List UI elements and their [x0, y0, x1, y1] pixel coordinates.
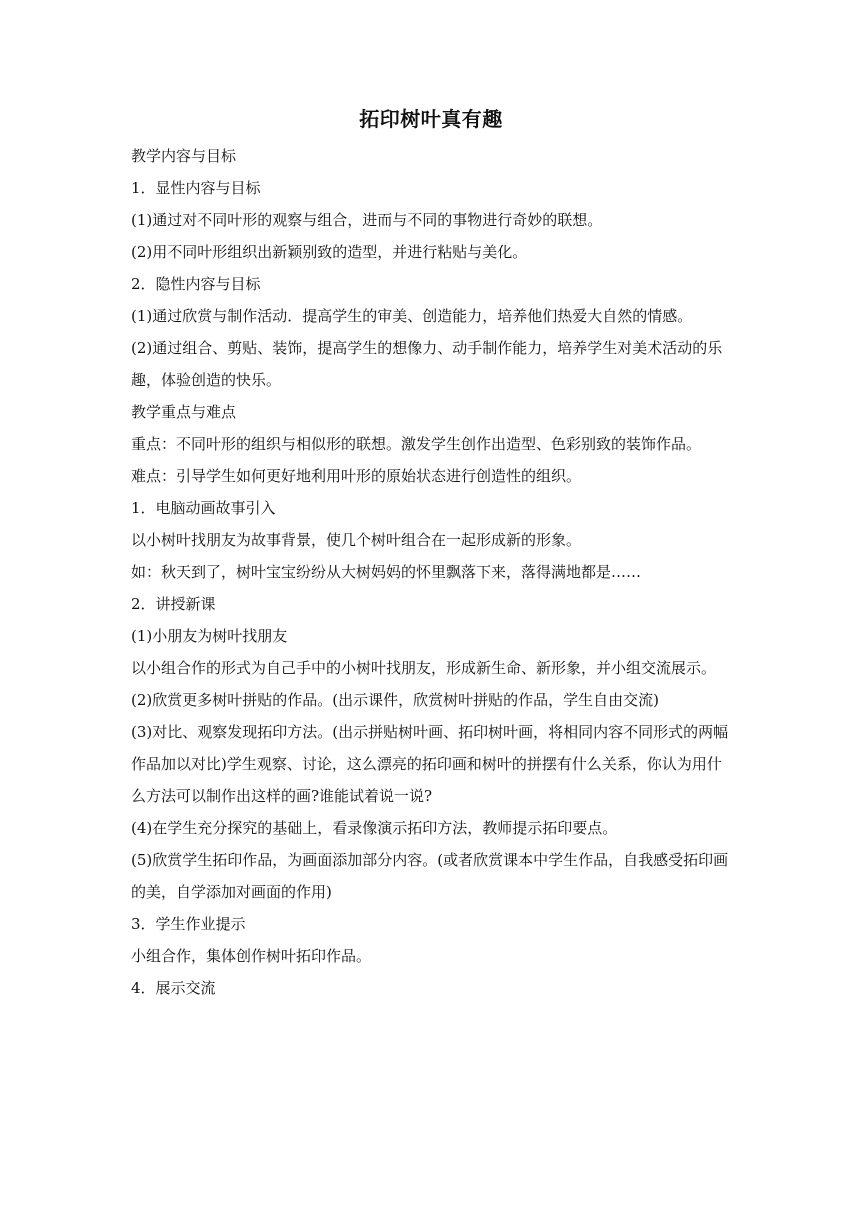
paragraph: (5)欣赏学生拓印作品，为画面添加部分内容。(或者欣赏课本中学生作品，自我感受拓印画的美，自学添加对画面的作用): [131, 851, 729, 901]
document-page: [131, 102, 731, 1004]
paragraph: (2)欣赏更多树叶拼贴的作品。(出示课件，欣赏树叶拼贴的作品，学生自由交流): [131, 691, 659, 709]
subheading-homework: 3．学生作业提示: [131, 915, 246, 933]
subheading-showcase: 4．展示交流: [131, 979, 216, 997]
paragraph: 难点：引导学生如何更好地利用叶形的原始状态进行创造性的组织。: [131, 467, 582, 485]
paragraph: (3)对比、观察发现拓印方法。(出示拼贴树叶画、拓印树叶画，将相同内容不同形式的两幅作品加以对比)学生观察、讨论，这么漂亮的拓印画和树叶的拼摆有什么关系，你认为用什么方法可以制作出这样的画?谁能试着说一说?: [131, 723, 729, 805]
paragraph: (1)通过欣赏与制作活动．提高学生的审美、创造能力，培养他们热爱大自然的情感。: [131, 307, 693, 325]
paragraph: 重点：不同叶形的组织与相似形的联想。激发学生创作出造型、色彩别致的装饰作品。: [131, 435, 702, 453]
paragraph: (4)在学生充分探究的基础上，看录像演示拓印方法，教师提示拓印要点。: [131, 819, 618, 837]
paragraph: (2)用不同叶形组织出新颖别致的造型，并进行粘贴与美化。: [131, 243, 528, 261]
document-body: [131, 140, 731, 1004]
section-heading-key-points: 教学重点与难点: [131, 403, 237, 421]
paragraph: 如：秋天到了，树叶宝宝纷纷从大树妈妈的怀里飘落下来，落得满地都是……: [131, 563, 642, 581]
subheading-implicit-goals: 2．隐性内容与目标: [131, 275, 261, 293]
subheading-explicit-goals: 1．显性内容与目标: [131, 179, 261, 197]
paragraph: (1)通过对不同叶形的观察与组合，进而与不同的事物进行奇妙的联想。: [131, 211, 603, 229]
paragraph: 以小组合作的形式为自己手中的小树叶找朋友，形成新生命、新形象，并小组交流展示。: [131, 659, 717, 677]
section-heading-content-goals: 教学内容与目标: [131, 147, 237, 165]
paragraph: 以小树叶找朋友为故事背景，使几个树叶组合在一起形成新的形象。: [131, 531, 582, 549]
subheading-new-lesson: 2．讲授新课: [131, 595, 216, 613]
paragraph: 小组合作，集体创作树叶拓印作品。: [131, 947, 372, 965]
document-title: 拓印树叶真有趣: [359, 107, 503, 131]
paragraph: (1)小朋友为树叶找朋友: [131, 627, 288, 645]
paragraph: (2)通过组合、剪贴、装饰，提高学生的想像力、动手制作能力，培养学生对美术活动的乐趣，体验创造的快乐。: [131, 339, 723, 389]
subheading-intro: 1．电脑动画故事引入: [131, 499, 276, 517]
